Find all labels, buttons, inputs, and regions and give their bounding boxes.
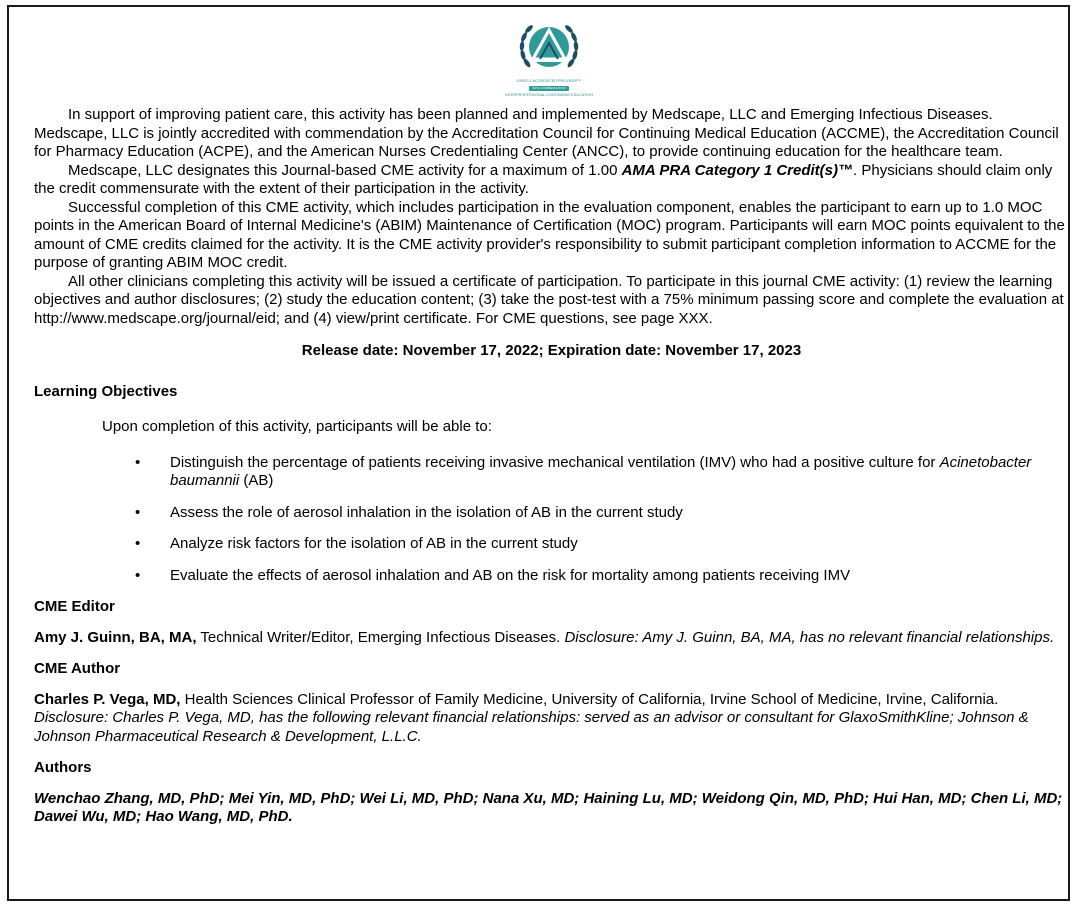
objective-text-end: (AB) [239, 472, 274, 489]
designation-paragraph [34, 162, 1069, 199]
organism-name: Acinetobacter baumannii [170, 453, 1032, 489]
document-body [34, 106, 1069, 827]
cme-author-entry [34, 691, 1069, 747]
editor-disclosure: Disclosure: Amy J. Guinn, BA, MA, has no relevant financial relationships. [564, 628, 1055, 646]
list-item [34, 504, 1069, 523]
authors-list [34, 790, 1069, 827]
logo-badge: WITH COMMENDATION [529, 86, 569, 91]
author-names: Wenchao Zhang, MD, PhD; Mei Yin, MD, PhD; Wei Li, MD, PhD; Nana Xu, MD; Haining Lu, MD; Weidong Qin, MD, PhD; Hui Han, MD; Chen Li, MD; Dawei Wu, MD; Hao Wang, MD, PhD. [34, 789, 1063, 825]
cme-editor-heading: CME Editor [34, 598, 115, 615]
bullet-icon: • [135, 503, 141, 521]
list-item [34, 454, 1069, 491]
cme-author-heading: CME Author [34, 660, 121, 677]
author-name: Charles P. Vega, MD, [34, 690, 181, 708]
bullet-icon: • [135, 535, 141, 552]
editor-role: Technical Writer/Editor, Emerging Infectious Diseases. [196, 628, 565, 646]
author-disclosure: Disclosure: Charles P. Vega, MD, has the following relevant financial relationships: served as an advisor or consultant for GlaxoSmithKline; Johnson & Johnson Pharmaceutical Research & Development, L.L.C. [34, 709, 1029, 745]
editor-name: Amy J. Guinn, BA, MA, [34, 628, 197, 646]
bullet-icon: • [135, 453, 141, 471]
designation-text-end: . Physicians should claim only the credit commensurate with the extent of their participation in the activity. [34, 161, 1053, 197]
cme-editor-entry [34, 629, 1069, 648]
document-frame [7, 5, 1070, 901]
objectives-intro: Upon completion of this activity, participants will be able to: [102, 418, 492, 435]
participation-paragraph: All other clinicians completing this activity will be issued a certificate of participation. To participate in this journal CME activity: (1) review the learning objectives and author disclosures; (2) study the education content; (3) take the post-test with a 75% minimum passing score and complete the evaluation at http://www.medscape.org/journal/eid; and (4) view/print certificate. For CME questions, see page XXX. [34, 272, 1064, 327]
release-dates: Release date: November 17, 2022; Expiration date: November 17, 2023 [301, 342, 802, 359]
objective-text: Distinguish the percentage of patients receiving invasive mechanical ventilation (IMV) who had a positive culture for [170, 453, 940, 471]
objective-text: Analyze risk factors for the isolation of AB in the current study [170, 535, 578, 552]
support-paragraph: In support of improving patient care, this activity has been planned and implemented by Medscape, LLC and Emerging Infectious Diseases. Medscape, LLC is jointly accredited with commendation by the Accreditation Council for Continuing Medical Education (ACCME), the Accreditation Council for Pharmacy Education (ACPE), and the American Nurses Credentialing Center (ANCC), to provide continuing education for the healthcare team. [34, 106, 1059, 160]
objective-text: Evaluate the effects of aerosol inhalation and AB on the risk for mortality among patients receiving IMV [170, 566, 851, 584]
authors-heading: Authors [34, 759, 92, 776]
credit-label: AMA PRA Category 1 Credit(s)™ [621, 161, 854, 179]
moc-paragraph: Successful completion of this CME activity, which includes participation in the evaluation component, enables the participant to earn up to 1.0 MOC points in the American Board of Internal Medicine's (ABIM) Maintenance of Certification (MOC) program. Participants will earn MOC points equivalent to the amount of CME credits claimed for the activity. It is the CME activity provider's responsibility to submit participant completion information to ACCME for the purpose of granting ABIM MOC credit. [34, 198, 1065, 271]
author-role: Health Sciences Clinical Professor of Family Medicine, University of California, Irvine School of Medicine, Irvine, California. [180, 690, 999, 708]
logo-line-1: JOINTLY ACCREDITED PROVIDER™ [516, 79, 582, 83]
list-item [34, 535, 1069, 554]
laurel-triangle-icon [503, 15, 595, 81]
accreditation-logo [503, 15, 595, 99]
bullet-icon: • [135, 566, 141, 584]
designation-text: Medscape, LLC designates this Journal-based CME activity for a maximum of 1.00 [68, 161, 622, 179]
objective-text: Assess the role of aerosol inhalation in the isolation of AB in the current study [170, 503, 683, 521]
learning-objectives-heading: Learning Objectives [34, 382, 178, 400]
list-item [34, 567, 1069, 586]
objectives-list [34, 454, 1069, 586]
logo-line-3: INTERPROFESSIONAL CONTINUING EDUCATION [504, 93, 594, 97]
